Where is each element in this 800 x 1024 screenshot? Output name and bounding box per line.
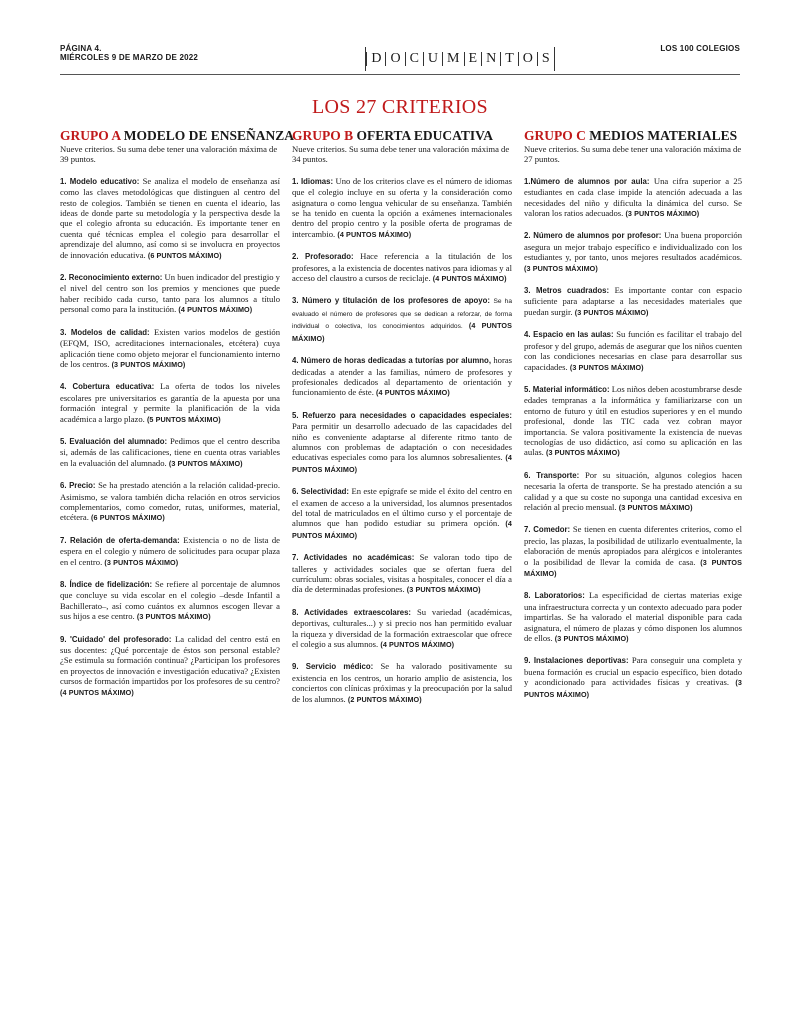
header-left [60, 44, 198, 62]
criterion-item [292, 552, 512, 596]
criterion-label: 4. Número de horas dedicadas a tutorías por alumno, [292, 356, 491, 366]
criterion-label: 6. Transporte: [524, 470, 580, 480]
section-name [360, 46, 560, 72]
criterion-item [292, 355, 512, 399]
criterion-text: Se ha valorado positivamente su existencia en los centros, un horario amplio de asistencia, los conciertos con clínicas próximas y la preocupación por la salud de los alumnos. [292, 661, 512, 704]
section-letter: C [405, 52, 423, 66]
criterion-points: (4 PUNTOS MÁXIMO) [337, 229, 412, 239]
criterion-text: Se ha evaluado el número de profesores que se dedican a reforzar, de forma individual o colectiva, los conocimientos adquiridos. [292, 298, 512, 331]
group-letter: GRUPO B [292, 128, 354, 143]
criterion-text: Hace referencia a la titulación de los profesores, a la existencia de docentes nativos para idiomas y al acceso del claustro a cursos de reciclaje. [292, 251, 512, 284]
criterion-points: (4 PUNTOS MÁXIMO) [292, 453, 512, 474]
criterion-label: 2. Profesorado: [292, 252, 354, 262]
criterion-label: 4. Espacio en las aulas: [524, 330, 614, 340]
criterion-text: Se tienen en cuenta diferentes criterios, como el precio, las plazas, la posibilidad de utilizarlo eventualmente, la elaboración de menús apropiados para alérgicos e intolerantes o la posibilidad de llevar la comida de casa. [524, 524, 742, 567]
criterion-points: (3 PUNTOS MÁXIMO) [545, 448, 620, 458]
criterion-label: 7. Comedor: [524, 525, 571, 535]
criterion-item [292, 607, 512, 651]
criterion-item [524, 384, 742, 459]
group-name: MEDIOS MATERIALES [589, 128, 738, 143]
criterion-points: (3 PUNTOS MÁXIMO) [625, 209, 700, 219]
criterion-label: 5. Material informático: [524, 384, 610, 394]
criterion-text: Existen varios modelos de gestión (EFQM, ISO, acreditaciones internacionales, etcétera) cuya aplicación tiene como objeto mejorar el funcionamiento interno de los centros. [60, 326, 281, 369]
criterion-item [524, 655, 742, 700]
group-column [60, 128, 295, 709]
criterion-text: La especificidad de ciertas materias exige una infraestructura correcta y un contexto adecuado para poder impartirlas. Se ha valorado el material disponible para cada asignatura, el número de plazas y cómo disponen los alumnos de ellos. [524, 590, 742, 644]
publication-date: MIÉRCOLES 9 DE MARZO DE 2022 [60, 53, 199, 62]
criterion-item [60, 535, 280, 568]
criterion-label: 8. Índice de fidelización: [60, 580, 153, 589]
criterion-label: 9. Instalaciones deportivas: [524, 656, 629, 666]
criterion-item [524, 285, 742, 318]
criterion-item [292, 176, 512, 240]
criterion-label: 3. Metros cuadrados: [524, 286, 610, 296]
criterion-text: La oferta de todos los niveles escolares pre universitarios es garantía de la apuesta por una formación integral y permite la planificación de la vida académica a largo plazo. [60, 381, 280, 424]
criterion-label: 7. Relación de oferta-demanda: [60, 535, 180, 545]
criterion-points: (4 PUNTOS MÁXIMO) [432, 274, 507, 284]
criterion-item [524, 470, 742, 514]
group-column [524, 128, 742, 711]
criterion-points: (3 PUNTOS MÁXIMO) [168, 458, 243, 468]
criterion-item [292, 410, 512, 475]
page-number: PÁGINA 4. [60, 44, 102, 53]
criterion-points: (3 PUNTOS MÁXIMO) [569, 362, 644, 372]
criterion-label: 9. Servicio médico: [292, 662, 374, 672]
criterion-item [60, 480, 280, 524]
section-letter: N [481, 52, 500, 66]
criterion-text: Se refiere al porcentaje de alumnos que concluye su vida escolar en el colegio –desde Infantil a Bachillerato–, así como cuántos ex alumnos escogen llevar a sus hijos a ese centro. [60, 579, 280, 622]
group-title [524, 128, 742, 144]
criterion-points: (4 PUNTOS MÁXIMO) [292, 321, 513, 343]
group-name: MODELO DE ENSEÑANZA [123, 128, 295, 143]
criterion-label: 3. Número y titulación de los profesores de apoyo: [292, 296, 490, 306]
group-name: OFERTA EDUCATIVA [356, 128, 493, 143]
criterion-text: Para permitir un desarrollo adecuado de las capacidades del niño es conveniente adaptarse al diferente ritmo tanto de alumnos con problemas de adaptación o con necesidades educativas especiales como para los alumnos sobresalientes. [292, 421, 512, 463]
criterion-text: La calidad del centro está en sus docentes: ¿Qué porcentaje de éstos son personal estable? ¿Se estimula su formación continua? ¿Participan los profesores en proyectos de innovación e investigación educativa? ¿Existen cursos de formación impartidos por los profesores de su centro? [60, 633, 280, 687]
criterion-points: (4 PUNTOS MÁXIMO) [292, 519, 512, 540]
criterion-label: 1.Número de alumnos por aula: [524, 176, 650, 186]
criterion-item [60, 579, 280, 623]
criterion-points: (5 PUNTOS MÁXIMO) [146, 414, 221, 424]
criterion-item [292, 295, 512, 344]
criterion-text: Su función es facilitar el trabajo del profesor y del grupo, además de asegurar que los niños cuenten con las condiciones necesarias en clase para desarrollar sus capacidades. [524, 329, 742, 372]
criterion-points: (3 PUNTOS MÁXIMO) [111, 359, 186, 369]
criterion-item [292, 486, 512, 541]
section-letter: D [366, 52, 385, 66]
criterion-points: (3 PUNTOS MÁXIMO) [524, 557, 742, 578]
criterion-text: Es importante contar con espacio suficiente para adaptarse a las necesidades materiales que puedan surgir. [524, 285, 742, 317]
criterion-label: 8. Actividades extraescolares: [292, 607, 412, 617]
section-letter: O [518, 52, 537, 66]
criterion-text: Un buen indicador del prestigio y el nivel del centro son los premios y menciones que puede haber recibido cada curso, tanto para los alumnos a título personal como para la institución. [60, 272, 280, 315]
criterion-points: (3 PUNTOS MÁXIMO) [618, 502, 693, 512]
group-letter: GRUPO A [60, 128, 121, 143]
section-letter: M [442, 52, 463, 66]
criterion-points: (2 PUNTOS MÁXIMO) [347, 694, 422, 704]
criterion-text: Una cifra superior a 25 estudiantes en cada clase impide la atención adecuada a las necesidades del niño y dificulta la dinámica del curso. Se valoran los ratios adecuados. [524, 175, 742, 219]
criterion-item [524, 590, 742, 644]
criterion-text: Pedimos que el centro describa si, además de las calificaciones, tiene en cuenta otras variables en la evaluación del alumnado. [60, 435, 280, 468]
criterion-label: 7. Actividades no académicas: [292, 553, 415, 563]
criterion-points: (6 PUNTOS MÁXIMO) [147, 250, 222, 260]
criterion-item [524, 524, 742, 579]
section-letter: O [385, 52, 404, 66]
group-title [292, 128, 512, 144]
criterion-label: 8. Laboratorios: [524, 591, 585, 601]
criterion-points: (6 PUNTOS MÁXIMO) [91, 513, 165, 523]
criterion-points: (3 PUNTOS MÁXIMO) [406, 585, 481, 595]
criterion-item [60, 327, 280, 371]
criterion-item [60, 436, 280, 469]
group-title [60, 128, 295, 144]
criterion-text: Por su situación, algunos colegios hacen necesaria la oferta de transporte. Se ha prestado atención a su calidad y a que su coste no suponga una cantidad excesiva en relación al precio mensual. [524, 469, 742, 512]
group-description: Nueve criterios. Su suma debe tener una valoración máxima de 39 puntos. [60, 144, 278, 165]
criterion-item [524, 329, 742, 373]
group-description: Nueve criterios. Su suma debe tener una valoración máxima de 34 puntos. [292, 144, 510, 165]
criterion-label: 4. Cobertura educativa: [60, 382, 155, 392]
criterion-points: (3 PUNTOS MÁXIMO) [524, 678, 742, 699]
criterion-label: 6. Precio: [60, 481, 96, 491]
criterion-label: 9. 'Cuidado' del profesorado: [60, 634, 172, 644]
section-letter: T [500, 52, 518, 66]
section-letter: E [464, 52, 482, 66]
criterion-label: 5. Evaluación del alumnado: [60, 436, 168, 446]
section-letter: U [423, 52, 442, 66]
section-divider [554, 47, 555, 71]
criterion-item [292, 251, 512, 284]
criterion-text: Una buena proporción asegura un mejor trabajo específico e individualizado con los estudiantes y, por tanto, unos mejores resultados académicos. [524, 230, 743, 263]
criterion-label: 1. Idiomas: [292, 176, 334, 186]
criterion-text: Uno de los criterios clave es el número de idiomas que el colegio incluye en su oferta y la consideración como asignatura o como lengua vehicular de su enseñanza. También se ha tenido en cuenta la opción a exámenes internacionales dentro del propio centro y la posible oferta de programas de intercambio. [292, 175, 512, 239]
criterion-label: 2. Reconocimiento externo: [60, 273, 163, 283]
criterion-label: 2. Número de alumnos por profesor: [524, 231, 662, 241]
criterion-points: (3 PUNTOS MÁXIMO) [524, 263, 598, 273]
criterion-item [60, 176, 280, 261]
criterion-text: Se valoran todo tipo de talleres y actividades sociales que se ofertan fuera del currículum: obras sociales, visitas a hospitales, conocer el día a día de determinadas profesiones. [292, 552, 512, 595]
criterion-points: (4 PUNTOS MÁXIMO) [60, 687, 134, 697]
criterion-points: (3 PUNTOS MÁXIMO) [574, 307, 649, 317]
page-header [60, 44, 740, 75]
criterion-label: 1. Modelo educativo: [60, 176, 140, 186]
criterion-text: En este epígrafe se mide el éxito del centro en el examen de acceso a la universidad, los alumnos presentados del total de matriculados en el último curso y el porcentaje de alumnos que han podido estudiar su primera opción. [292, 486, 512, 529]
group-column [292, 128, 512, 716]
criterion-item [524, 230, 742, 274]
criterion-text: horas dedicadas a atender a las familias, número de profesores y profesionales dedicados al departamento de orientación y funcionamiento de éste. [292, 355, 512, 398]
criterion-label: 3. Modelos de calidad: [60, 327, 150, 337]
page-title: LOS 27 CRITERIOS [312, 96, 488, 118]
criterion-points: (4 PUNTOS MÁXIMO) [380, 640, 455, 650]
criterion-item [60, 381, 280, 425]
criterion-text: Existencia o no de lista de espera en el colegio y número de solicitudes para ocupar plaza en el centro. [60, 534, 280, 567]
criterion-item [292, 661, 512, 705]
criterion-points: (4 PUNTOS MÁXIMO) [178, 305, 253, 315]
criterion-points: (3 PUNTOS MÁXIMO) [136, 612, 211, 622]
criterion-text: Los niños deben acostumbrarse desde edades tempranas a la informática y familiarizarse con un entorno de futuro y útil en estudios superiores y en el mundo profesional, donde las TIC cada vez cobran mayor importancia. Se valora positivamente la existencia de nuevas tecnologías de uso didáctico, así como su aplicación en las aulas. [524, 383, 742, 458]
criterion-label: 5. Refuerzo para necesidades o capacidades especiales: [292, 410, 512, 420]
criterion-text: Se analiza el modelo de enseñanza así como las claves metodológicas que distinguen al centro del resto de colegios. También se tienen en cuenta el ideario, las ideas de donde parte su metodología y la perspectiva desde la que el colegio afronta su educación. Es importante tener en cuenta qué técnicas emplea el colegio para desarrollar el aprendizaje del alumno, así como si se involucra en proyectos de innovación educativa. [60, 175, 280, 260]
criterion-points: (4 PUNTOS MÁXIMO) [376, 388, 450, 398]
criterion-points: (3 PUNTOS MÁXIMO) [104, 557, 179, 567]
criterion-text: Se ha prestado atención a la relación calidad-precio. Asimismo, se valora también dicha relación en otros servicios complementarios, como comedor, rutas, uniformes, material, etcétera. [60, 480, 281, 523]
group-description: Nueve criterios. Su suma debe tener una valoración máxima de 27 puntos. [524, 144, 742, 165]
criterion-label: 6. Selectividad: [292, 487, 350, 497]
criterion-item [60, 272, 280, 316]
group-letter: GRUPO C [524, 128, 586, 143]
criterion-text: Su variedad (académicas, deportivas, culturales...) y si precio nos han permitido evaluar la riqueza y diversidad de la formación extraescolar que ofrece el colegio a sus alumnos. [292, 606, 512, 650]
header-right: LOS 100 COLEGIOS [660, 44, 740, 53]
section-letter: S [537, 52, 554, 66]
criterion-text: Para conseguir una completa y buena formación es crucial un espacio específico, bien dotado y acondicionado para actividades físicas y creativas. [524, 655, 742, 688]
criterion-item [60, 634, 280, 698]
criterion-item [524, 176, 742, 220]
criterion-points: (3 PUNTOS MÁXIMO) [554, 634, 629, 644]
